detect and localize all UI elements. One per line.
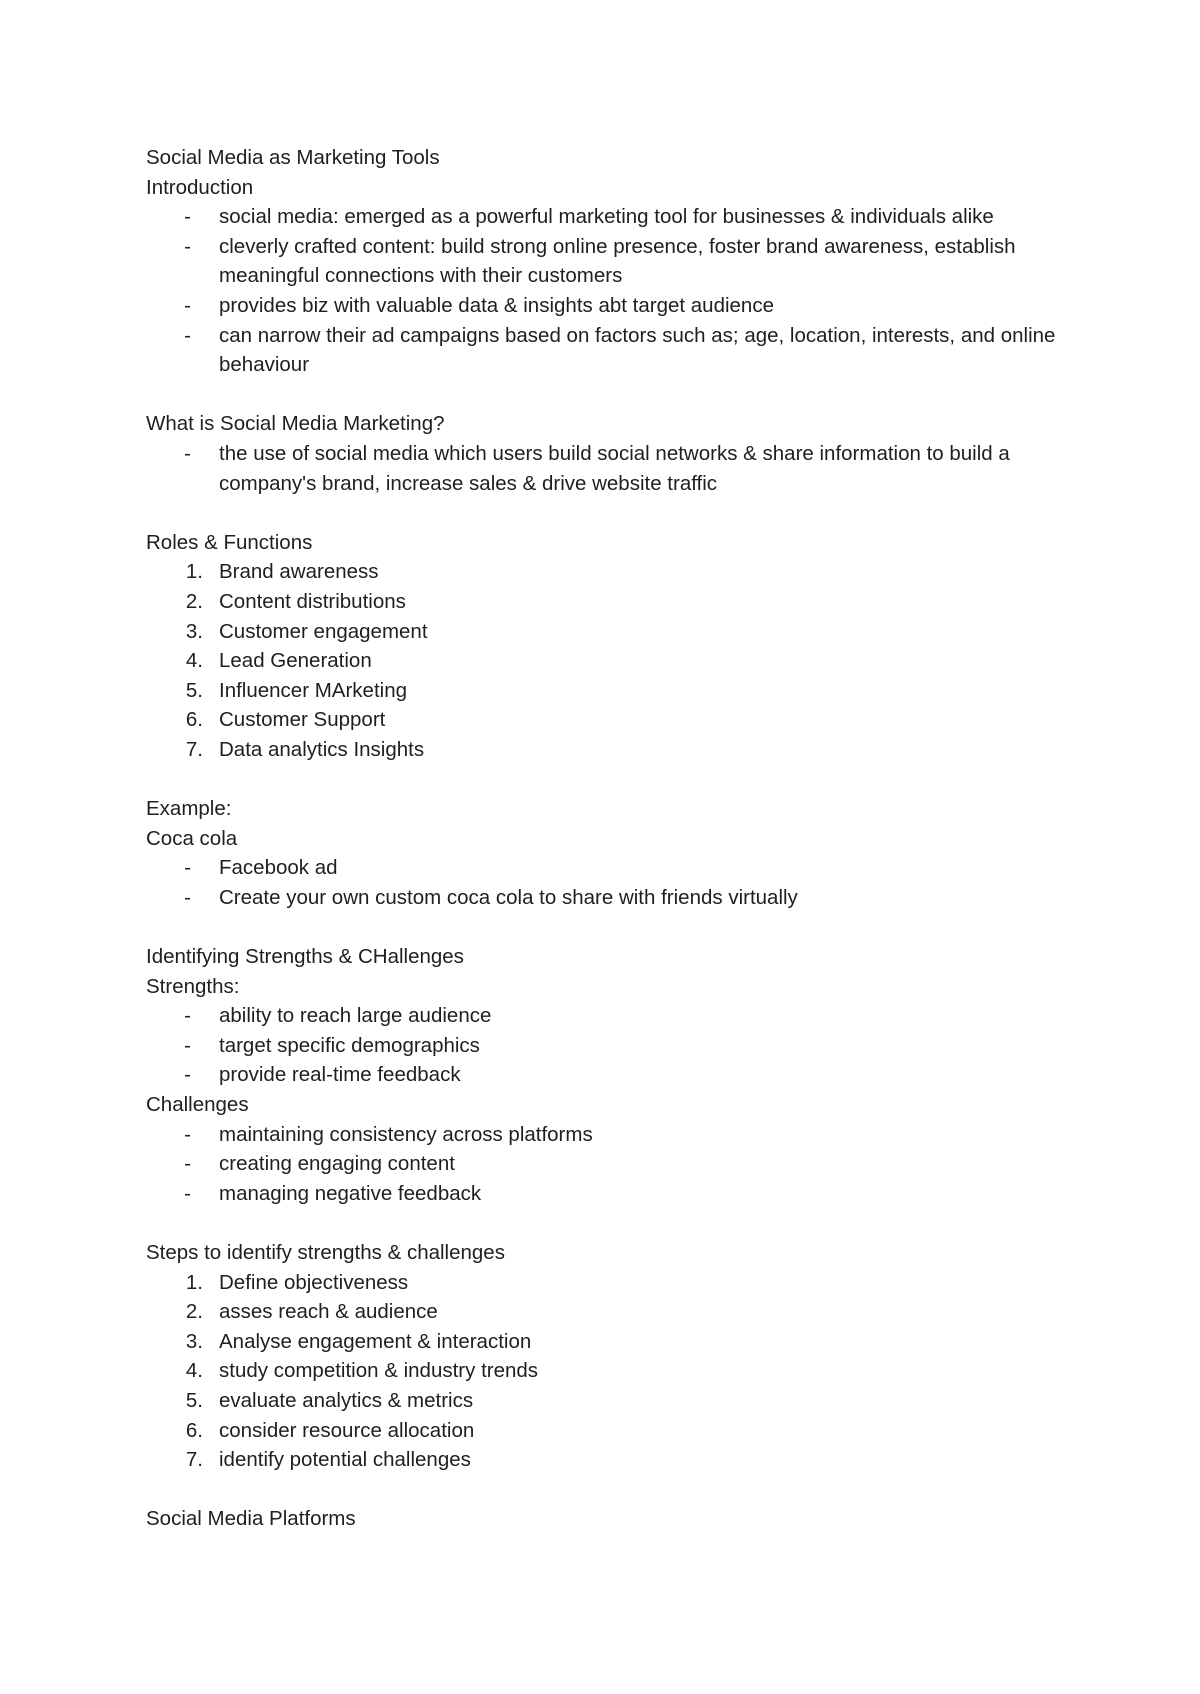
- dash-bullet: -: [184, 1004, 191, 1028]
- list-item-text: asses reach & audience: [219, 1300, 438, 1324]
- blank-line: [146, 1208, 1076, 1238]
- list-item-text: Lead Generation: [219, 649, 372, 673]
- blank-line: [146, 912, 1076, 942]
- dash-bullet: -: [184, 441, 191, 465]
- list-item: [146, 1149, 1076, 1179]
- list-item-text: Analyse engagement & interaction: [219, 1329, 532, 1353]
- challenges-heading: Challenges: [146, 1093, 249, 1116]
- list-item: [146, 1268, 1076, 1298]
- list-item-text: Facebook ad: [219, 856, 338, 880]
- list-item-text: social media: emerged as a powerful marketing tool for businesses & individuals alike: [219, 205, 994, 229]
- list-item-text: study competition & industry trends: [219, 1359, 539, 1383]
- list-item: [146, 1327, 1076, 1357]
- list-item: [146, 439, 1076, 498]
- list-item: [146, 1120, 1076, 1150]
- what-is-list: [146, 439, 1076, 498]
- list-item-text: Customer Support: [219, 708, 386, 732]
- list-item: [146, 883, 1076, 913]
- list-number: 3.: [185, 619, 203, 643]
- list-number: 4.: [185, 649, 203, 673]
- list-item: [146, 1060, 1076, 1090]
- steps-heading: Steps to identify strengths & challenges: [146, 1240, 505, 1264]
- strengths-challenges-heading: Identifying Strengths & CHallenges: [146, 945, 464, 969]
- steps-list: [146, 1268, 1076, 1475]
- list-item-text: maintaining consistency across platforms: [219, 1122, 593, 1146]
- list-item: [146, 291, 1076, 321]
- dash-bullet: -: [184, 234, 191, 258]
- dash-bullet: -: [184, 1152, 191, 1176]
- list-item: [146, 705, 1076, 735]
- dash-bullet: -: [184, 1122, 191, 1146]
- strengths-heading: Strengths:: [146, 974, 240, 998]
- list-item-text: Create your own custom coca cola to share with friends virtually: [219, 885, 798, 909]
- list-item: [146, 321, 1076, 380]
- list-number: 5.: [185, 678, 203, 702]
- example-list: [146, 853, 1076, 912]
- dash-bullet: -: [184, 1181, 191, 1205]
- list-item-text: can narrow their ad campaigns based on factors such as; age, location, interests, and online behaviour: [219, 323, 1056, 377]
- roles-heading: Roles & Functions: [146, 530, 313, 554]
- list-item: [146, 1001, 1076, 1031]
- list-item-text: Content distributions: [219, 589, 406, 613]
- list-item: [146, 1356, 1076, 1386]
- list-number: 5.: [185, 1388, 203, 1412]
- dash-bullet: -: [184, 293, 191, 317]
- list-item-text: cleverly crafted content: build strong online presence, foster brand awareness, establish meaningful connections with their customers: [219, 234, 1016, 288]
- list-item-text: Brand awareness: [219, 560, 379, 584]
- list-item: [146, 1386, 1076, 1416]
- document-page: [146, 143, 1076, 1534]
- blank-line: [146, 380, 1076, 410]
- list-item: [146, 1445, 1076, 1475]
- list-number: 6.: [185, 708, 203, 732]
- list-number: 2.: [185, 589, 203, 613]
- list-number: 7.: [185, 1448, 203, 1472]
- list-item: [146, 1416, 1076, 1446]
- introduction-heading: Introduction: [146, 175, 254, 199]
- dash-bullet: -: [184, 856, 191, 880]
- dash-bullet: -: [184, 323, 191, 347]
- blank-line: [146, 498, 1076, 528]
- list-number: 1.: [185, 560, 203, 584]
- list-item-text: the use of social media which users build social networks & share information to build a company's brand, increase sales & drive website traffic: [219, 441, 1010, 495]
- list-item-text: Customer engagement: [219, 619, 428, 643]
- list-item: [146, 646, 1076, 676]
- list-item-text: target specific demographics: [219, 1033, 480, 1057]
- list-item: [146, 232, 1076, 291]
- strengths-list: [146, 1001, 1076, 1090]
- introduction-list: [146, 202, 1076, 380]
- list-item: [146, 676, 1076, 706]
- list-item-text: consider resource allocation: [219, 1418, 475, 1442]
- list-item-text: provides biz with valuable data & insights abt target audience: [219, 293, 774, 317]
- dash-bullet: -: [184, 885, 191, 909]
- list-item: [146, 617, 1076, 647]
- list-number: 2.: [185, 1300, 203, 1324]
- list-item: [146, 735, 1076, 765]
- list-item-text: ability to reach large audience: [219, 1004, 492, 1028]
- list-item: [146, 587, 1076, 617]
- list-item: [146, 1179, 1076, 1209]
- example-subheading: Coca cola: [146, 826, 238, 850]
- list-number: 7.: [185, 737, 203, 761]
- list-item-text: Data analytics Insights: [219, 737, 425, 761]
- list-item-text: Define objectiveness: [219, 1270, 409, 1294]
- blank-line: [146, 764, 1076, 794]
- challenges-list: [146, 1120, 1076, 1209]
- list-number: 3.: [185, 1329, 203, 1353]
- list-item: [146, 557, 1076, 587]
- list-item-text: provide real-time feedback: [219, 1063, 461, 1087]
- list-item: [146, 1297, 1076, 1327]
- list-item-text: Influencer MArketing: [219, 678, 408, 702]
- dash-bullet: -: [184, 1033, 191, 1057]
- roles-list: [146, 557, 1076, 764]
- list-number: 6.: [185, 1418, 203, 1442]
- what-is-heading: What is Social Media Marketing?: [146, 412, 445, 436]
- list-item-text: identify potential challenges: [219, 1448, 471, 1472]
- list-number: 1.: [185, 1270, 203, 1294]
- dash-bullet: -: [184, 1063, 191, 1087]
- blank-line: [146, 1475, 1076, 1505]
- list-item: [146, 853, 1076, 883]
- list-number: 4.: [185, 1359, 203, 1383]
- list-item: [146, 202, 1076, 232]
- list-item: [146, 1031, 1076, 1061]
- list-item-text: creating engaging content: [219, 1152, 455, 1176]
- dash-bullet: -: [184, 205, 191, 229]
- example-heading: Example:: [146, 797, 232, 821]
- platforms-heading: Social Media Platforms: [146, 1507, 356, 1531]
- document-title: Social Media as Marketing Tools: [146, 146, 440, 169]
- list-item-text: evaluate analytics & metrics: [219, 1388, 474, 1412]
- list-item-text: managing negative feedback: [219, 1181, 482, 1205]
